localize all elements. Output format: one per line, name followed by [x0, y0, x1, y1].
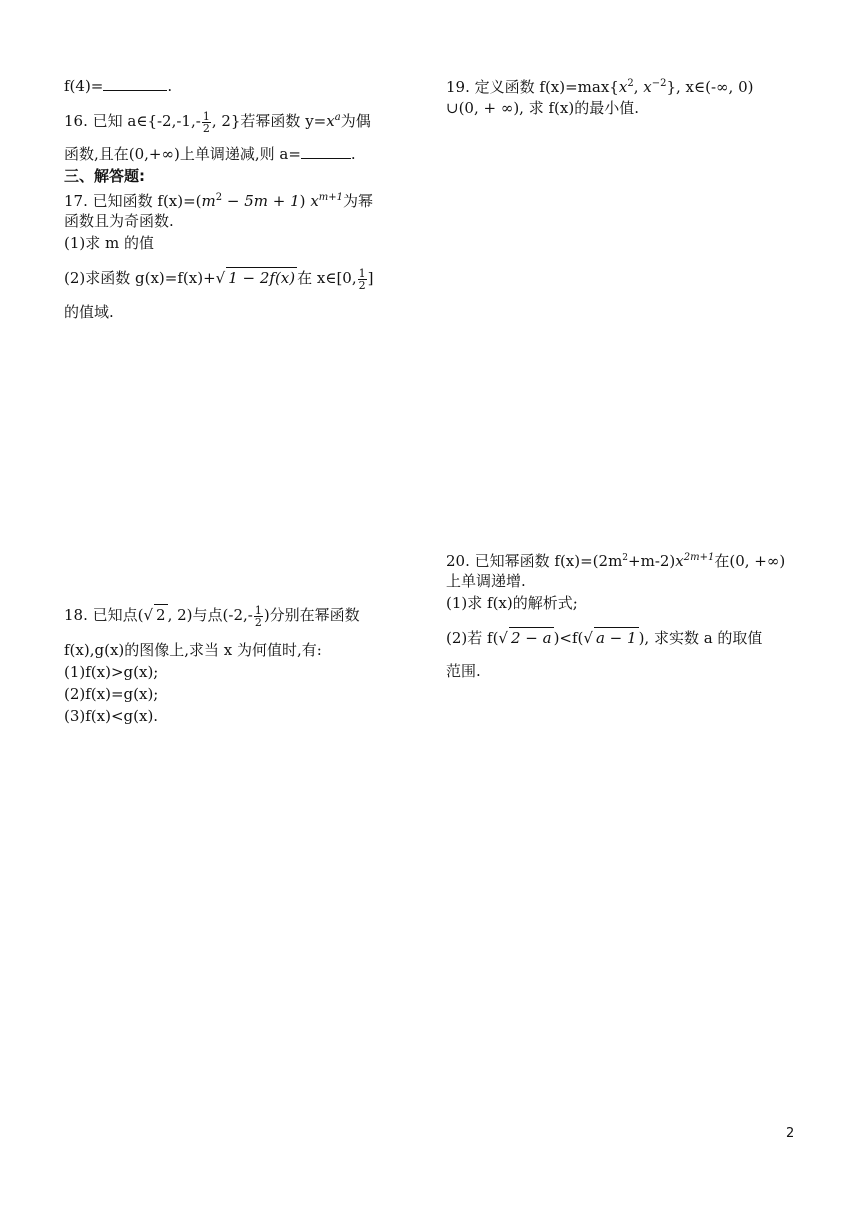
q20-line1: 20. 已知幂函数 $f(x)=(2m^2+m-2)x^{2m+1}$在(0, +∞)	[446, 552, 786, 570]
sqrt: √ a − 1	[583, 629, 637, 647]
section-heading: 三、解答题:	[64, 167, 145, 185]
sqrt: √ 2 − a	[498, 629, 552, 647]
page-number: 2	[786, 1126, 795, 1141]
answer-blank	[103, 76, 167, 91]
q20-line5: 范围.	[446, 662, 481, 680]
q19-line2: ∪(0, + ∞), 求 f(x)的最小值.	[446, 99, 639, 117]
q17-line1: 17. 已知函数 $f(x)=(m^2 - 5m + 1)$ $x^{m+1}$为幂	[64, 192, 374, 210]
q18-line5: (3)f(x)<g(x).	[64, 707, 159, 725]
q17-line4: (2)求函数 g(x)=f(x)+√ 1 − 2f(x) 在 x∈[0, $\frac{1}{2}$ ]	[64, 266, 374, 292]
fraction: $\frac{1}{2}$	[254, 603, 262, 629]
q19-line1: 19. 定义函数 $f(x)=\max\{x^2$, $x^{-2}$}, x∈(-∞, 0)	[446, 78, 754, 96]
q15-tail: f(4)= .	[64, 77, 173, 95]
q17-line3: (1)求 m 的值	[64, 234, 155, 252]
sqrt: √ 1 − 2f(x)	[215, 269, 296, 287]
q17-line2: 函数且为奇函数.	[64, 212, 174, 230]
sqrt: √ 2	[143, 606, 166, 624]
q18-line1: 18. 已知点(√ 2 , 2)与点(-2,- $\frac{1}{2}$ )分别在幂函数	[64, 603, 360, 629]
q18-line4: (2)f(x)=g(x);	[64, 685, 159, 703]
fraction: $\frac{1}{2}$	[202, 109, 210, 135]
fraction: $\frac{1}{2}$	[358, 266, 366, 292]
q20-line3: (1)求 f(x)的解析式;	[446, 594, 578, 612]
q18-line3: (1)f(x)>g(x);	[64, 663, 159, 681]
q16-line1: 16. 已知 a∈{-2,-1,- $\frac{1}{2}$ , 2}若幂函数 $y=x^a$为偶	[64, 109, 371, 135]
q18-line2: f(x),g(x)的图像上,求当 x 为何值时,有:	[64, 641, 322, 659]
q16-line2: 函数,且在(0,+∞)上单调递减,则 a= .	[64, 145, 356, 163]
q15-answer-prefix: f(4)=	[64, 77, 104, 95]
answer-blank	[301, 144, 351, 159]
q20-line2: 上单调递增.	[446, 572, 526, 590]
q17-line5: 的值域.	[64, 303, 114, 321]
q20-line4: (2)若 f(√ 2 − a )<f(√ a − 1 ), 求实数 a 的取值	[446, 629, 763, 647]
